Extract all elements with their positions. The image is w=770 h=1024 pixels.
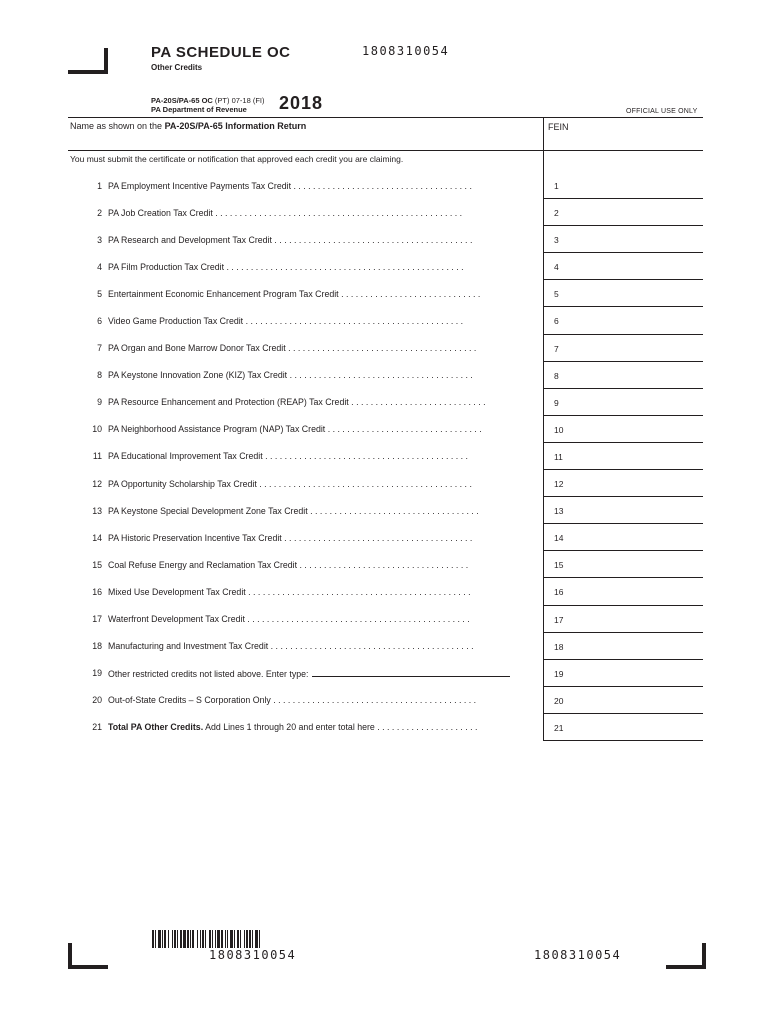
amount-input[interactable]	[543, 199, 703, 226]
line-description	[108, 208, 534, 218]
amount-box-number: 10	[554, 424, 564, 435]
line-description-text: PA Keystone Special Development Zone Tax Credit . . . . . . . . . . . . . . . . . . . . . . . . . . . . . . . . . . .	[108, 505, 479, 516]
line-description	[108, 479, 534, 489]
other-credit-type-input[interactable]	[312, 667, 510, 677]
fein-field[interactable]: FEIN	[548, 122, 569, 132]
line-item	[68, 280, 704, 307]
amount-input[interactable]	[543, 551, 703, 578]
line-description	[108, 614, 534, 624]
line-item	[68, 470, 704, 497]
line-description-text: Manufacturing and Investment Tax Credit . . . . . . . . . . . . . . . . . . . . . . . . . . . . . . . . . . . . . . . . . .	[108, 641, 474, 652]
line-item	[68, 199, 704, 226]
line-description	[108, 533, 534, 543]
amount-input[interactable]	[543, 443, 703, 470]
amount-input[interactable]	[543, 687, 703, 714]
amount-input[interactable]	[543, 226, 703, 253]
line-description	[108, 397, 534, 407]
amount-box-number: 15	[554, 560, 564, 571]
amount-input[interactable]	[543, 470, 703, 497]
line-description	[108, 181, 534, 191]
line-number: 2	[97, 207, 102, 218]
line-description-text: PA Keystone Innovation Zone (KIZ) Tax Credit . . . . . . . . . . . . . . . . . . . . . . . . . . . . . . . . . . . . . .	[108, 370, 473, 381]
line-number: 10	[92, 424, 102, 435]
line-description-text: Coal Refuse Energy and Reclamation Tax Credit . . . . . . . . . . . . . . . . . . . . . . . . . . . . . . . . . . .	[108, 559, 469, 570]
line-number: 15	[92, 559, 102, 570]
line-description-text: Other restricted credits not listed above. Enter type:	[108, 669, 309, 680]
line-description	[108, 641, 534, 651]
line-item	[68, 606, 704, 633]
line-item	[68, 172, 704, 199]
line-description	[108, 587, 534, 597]
line-description	[108, 667, 534, 679]
line-description	[108, 316, 534, 326]
amount-box-number: 6	[554, 316, 559, 327]
line-number: 3	[97, 234, 102, 245]
line-number: 14	[92, 532, 102, 543]
line-description-text: Waterfront Development Tax Credit . . . . . . . . . . . . . . . . . . . . . . . . . . . . . . . . . . . . . . . . . . . . . .	[108, 614, 470, 625]
form-code-revision: (PT) 07-18 (FI)	[212, 96, 265, 105]
line-number: 20	[92, 695, 102, 706]
line-item	[68, 497, 704, 524]
line-item	[68, 335, 704, 362]
line-description-text: PA Job Creation Tax Credit . . . . . . . . . . . . . . . . . . . . . . . . . . . . . . . . . . . . . . . . . . . . . . . . . . .	[108, 207, 463, 218]
corner-mark-bottom-right	[666, 943, 706, 969]
line-item	[68, 253, 704, 280]
amount-box-number: 4	[554, 262, 559, 273]
amount-box-number: 16	[554, 587, 564, 598]
name-label-prefix: Name as shown on the	[70, 121, 165, 131]
amount-input[interactable]	[543, 524, 703, 551]
line-number: 1	[97, 180, 102, 191]
amount-input[interactable]	[543, 253, 703, 280]
line-number: 11	[92, 451, 102, 462]
line-item	[68, 551, 704, 578]
amount-input[interactable]	[543, 606, 703, 633]
barcode-image	[152, 930, 262, 948]
amount-box-number: 9	[554, 397, 559, 408]
line-description-text: Add Lines 1 through 20 and enter total here . . . . . . . . . . . . . . . . . . . . .	[203, 722, 478, 733]
line-number: 13	[92, 505, 102, 516]
line-description	[108, 451, 534, 461]
name-label-bold: PA-20S/PA-65 Information Return	[164, 121, 307, 131]
name-field-rule	[68, 150, 703, 151]
amount-box-number: 21	[554, 722, 564, 733]
line-description-text: PA Resource Enhancement and Protection (REAP) Tax Credit . . . . . . . . . . . . . . . . . . . . . . . . . . . .	[108, 397, 486, 408]
amount-box-number: 14	[554, 533, 564, 544]
amount-input[interactable]	[543, 633, 703, 660]
line-description-text: PA Historic Preservation Incentive Tax Credit . . . . . . . . . . . . . . . . . . . . . . . . . . . . . . . . . . . . . . .	[108, 532, 473, 543]
amount-box-number: 7	[554, 343, 559, 354]
amount-box-number: 1	[554, 181, 559, 191]
line-description	[108, 289, 534, 299]
line-item	[68, 714, 704, 741]
amount-box-number: 2	[554, 208, 559, 219]
line-description	[108, 722, 534, 732]
tax-year: 2018	[279, 93, 324, 113]
form-code	[151, 96, 265, 114]
line-number: 17	[92, 614, 102, 625]
amount-input[interactable]	[543, 280, 703, 307]
barcode-bar	[260, 930, 262, 948]
corner-mark-top-left	[68, 48, 108, 74]
amount-input[interactable]	[543, 335, 703, 362]
form-code-number: PA-20S/PA-65 OC	[151, 96, 213, 105]
line-item	[68, 362, 704, 389]
document-id-bottom: 1808310054	[534, 948, 622, 962]
instructions-text: You must submit the certificate or notification that approved each credit you are claiming.	[70, 154, 404, 164]
amount-input[interactable]	[543, 362, 703, 389]
amount-box-number: 20	[554, 695, 564, 706]
line-description-text: PA Organ and Bone Marrow Donor Tax Credit . . . . . . . . . . . . . . . . . . . . . . . . . . . . . . . . . . . . . . .	[108, 343, 477, 354]
line-description-bold: Total PA Other Credits.	[108, 722, 204, 733]
amount-input[interactable]	[543, 416, 703, 443]
line-description-text: Mixed Use Development Tax Credit . . . . . . . . . . . . . . . . . . . . . . . . . . . . . . . . . . . . . . . . . . . . . .	[108, 586, 471, 597]
line-description	[108, 424, 534, 434]
line-description	[108, 343, 534, 353]
line-number: 4	[97, 261, 102, 272]
amount-input[interactable]	[543, 172, 703, 199]
barcode-id: 1808310054	[209, 948, 297, 962]
amount-input[interactable]	[543, 660, 703, 687]
amount-box-number: 5	[554, 289, 559, 300]
document-id-top: 1808310054	[362, 44, 450, 58]
line-item	[68, 307, 704, 334]
amount-box-number: 19	[554, 668, 564, 679]
line-number: 12	[92, 478, 102, 489]
amount-box-number: 8	[554, 370, 559, 381]
department-name: PA Department of Revenue	[151, 105, 247, 114]
line-description	[108, 506, 534, 516]
line-item	[68, 660, 704, 687]
line-description-text: PA Research and Development Tax Credit . . . . . . . . . . . . . . . . . . . . . . . . . . . . . . . . . . . . . . . . .	[108, 234, 473, 245]
form-title: PA SCHEDULE OC	[151, 44, 291, 61]
amount-input[interactable]	[543, 714, 703, 741]
line-description-text: PA Educational Improvement Tax Credit . . . . . . . . . . . . . . . . . . . . . . . . . . . . . . . . . . . . . . . . . .	[108, 451, 468, 462]
line-description-text: Video Game Production Tax Credit . . . . . . . . . . . . . . . . . . . . . . . . . . . . . . . . . . . . . . . . . . . . .	[108, 316, 464, 327]
line-item	[68, 443, 704, 470]
line-item	[68, 578, 704, 605]
line-description	[108, 235, 534, 245]
line-item	[68, 633, 704, 660]
line-item	[68, 524, 704, 551]
form-subtitle: Other Credits	[151, 63, 203, 72]
line-item	[68, 687, 704, 714]
line-number: 5	[97, 288, 102, 299]
header-rule	[68, 117, 703, 118]
line-description-text: PA Film Production Tax Credit . . . . . . . . . . . . . . . . . . . . . . . . . . . . . . . . . . . . . . . . . . . . . . . . .	[108, 261, 464, 272]
line-number: 16	[92, 586, 102, 597]
line-number: 9	[97, 397, 102, 408]
amount-input[interactable]	[543, 497, 703, 524]
amount-box-number: 11	[554, 451, 563, 462]
line-number: 21	[92, 722, 102, 733]
name-field[interactable]	[70, 121, 306, 131]
line-description	[108, 370, 534, 380]
line-description-text: PA Neighborhood Assistance Program (NAP) Tax Credit . . . . . . . . . . . . . . . . . . . . . . . . . . . . . . . .	[108, 424, 482, 435]
line-item	[68, 226, 704, 253]
line-description	[108, 560, 534, 570]
line-description-text: PA Opportunity Scholarship Tax Credit . . . . . . . . . . . . . . . . . . . . . . . . . . . . . . . . . . . . . . . . . . . .	[108, 478, 472, 489]
amount-box-number: 18	[554, 641, 564, 652]
amount-input[interactable]	[543, 578, 703, 605]
amount-box-number: 3	[554, 235, 559, 246]
amount-input[interactable]	[543, 389, 703, 416]
amount-input[interactable]	[543, 307, 703, 334]
fein-divider	[543, 117, 544, 180]
corner-mark-bottom-left	[68, 943, 108, 969]
line-item	[68, 389, 704, 416]
amount-box-number: 12	[554, 479, 564, 490]
line-number: 19	[92, 668, 102, 679]
credit-lines	[68, 172, 704, 741]
line-number: 7	[97, 343, 102, 354]
line-item	[68, 416, 704, 443]
line-description	[108, 695, 534, 705]
line-number: 18	[92, 641, 102, 652]
line-number: 8	[97, 370, 102, 381]
line-description-text: Out-of-State Credits – S Corporation Only . . . . . . . . . . . . . . . . . . . . . . . . . . . . . . . . . . . . . . . . . .	[108, 695, 477, 706]
line-description-text: Entertainment Economic Enhancement Program Tax Credit . . . . . . . . . . . . . . . . . . . . . . . . . . . . .	[108, 288, 481, 299]
amount-box-number: 17	[554, 614, 564, 625]
line-description-text: PA Employment Incentive Payments Tax Credit . . . . . . . . . . . . . . . . . . . . . . . . . . . . . . . . . . . . .	[108, 180, 472, 191]
line-number: 6	[97, 316, 102, 327]
line-description	[108, 262, 534, 272]
amount-box-number: 13	[554, 506, 564, 517]
official-use-label: OFFICIAL USE ONLY	[626, 108, 698, 115]
